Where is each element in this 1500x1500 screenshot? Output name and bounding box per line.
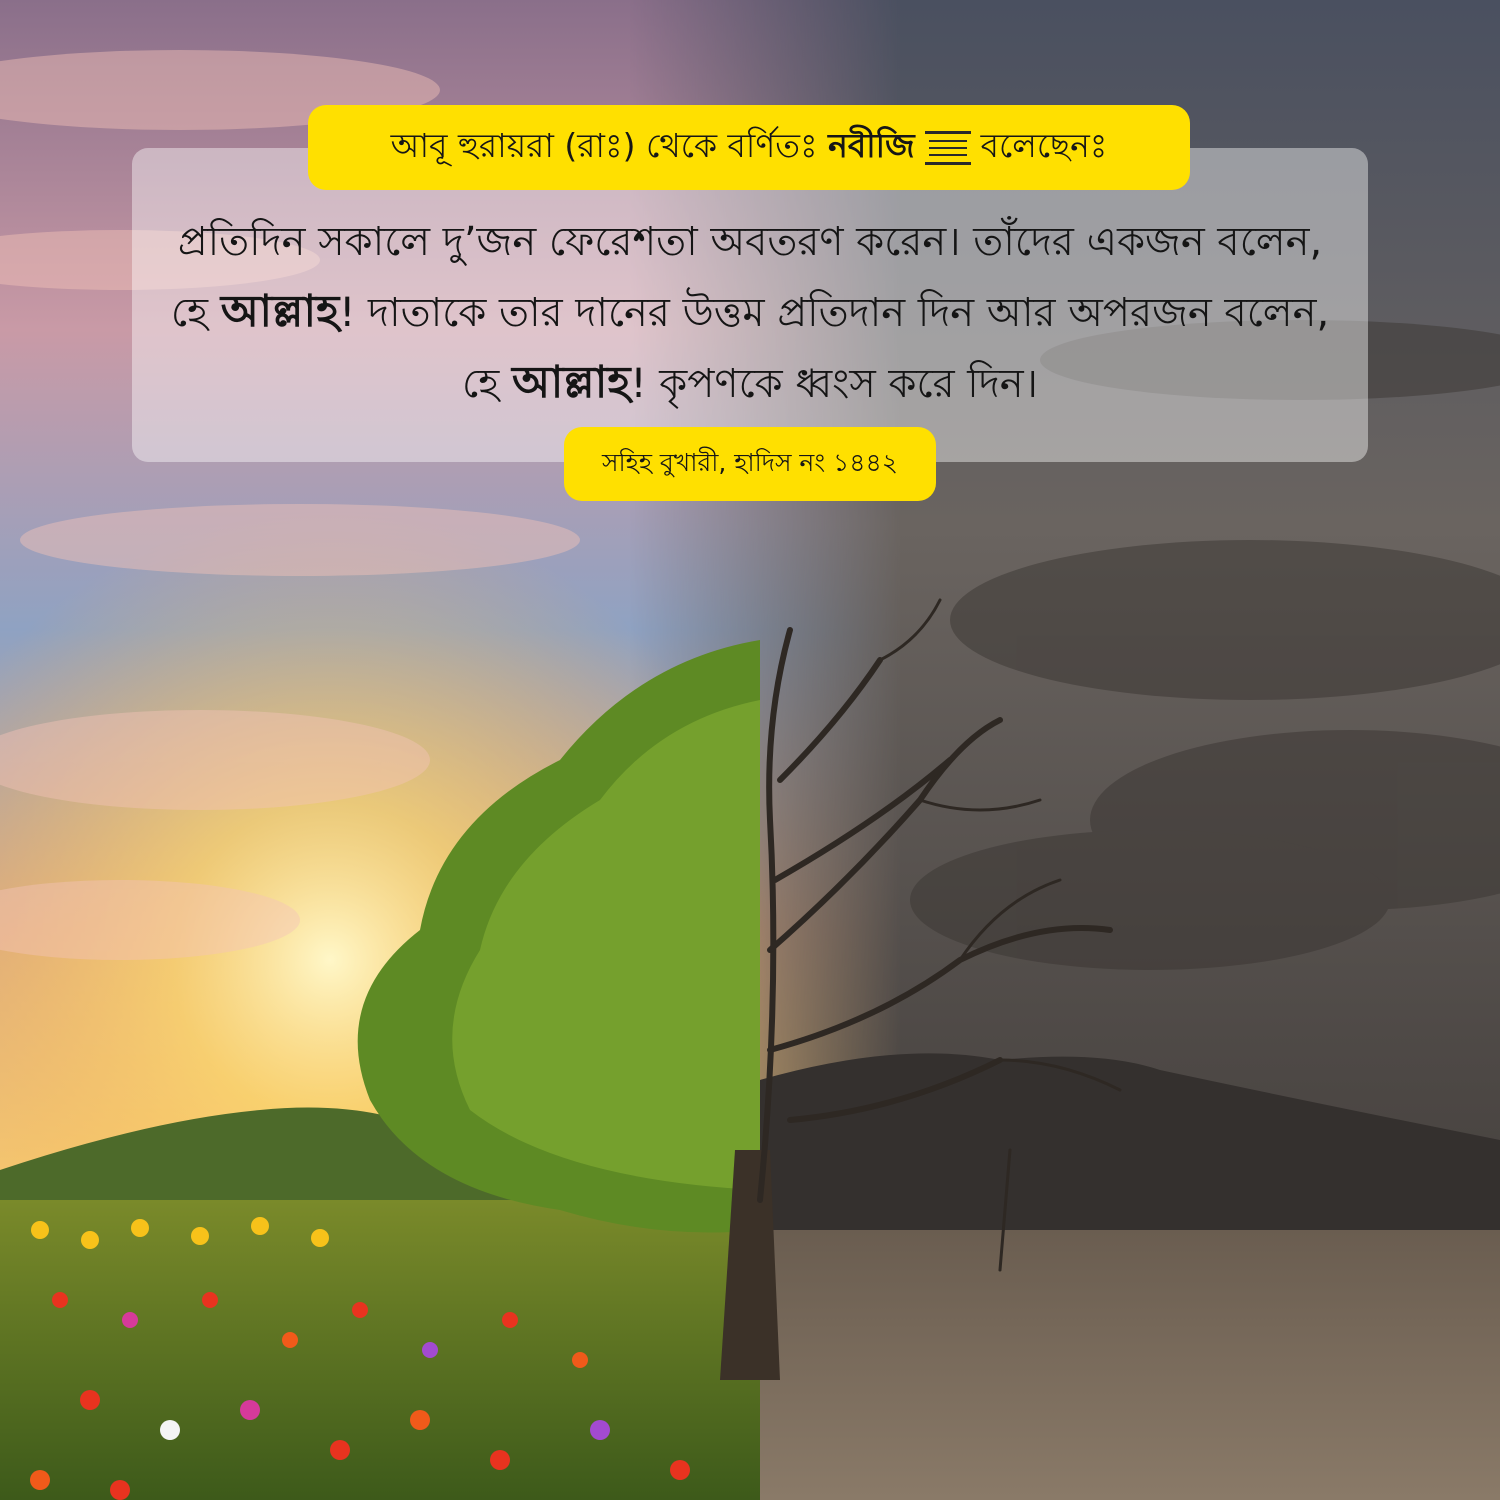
hadith-line-3-pre: হে: [462, 361, 500, 407]
prophet-name: নবীজি: [828, 125, 915, 165]
hadith-line-3-post: ! কৃপণকে ধ্বংস করে দিন।: [630, 361, 1038, 407]
narrator-prefix: আবূ হুরায়রা (রাঃ) থেকে বর্ণিতঃ: [390, 125, 818, 165]
hadith-line-1: প্রতিদিন সকালে দু’জন ফেরেশতা অবতরণ করেন। তাঁদের একজন বলেন,: [177, 219, 1323, 265]
source-reference: [564, 427, 936, 501]
narrator-suffix: বলেছেনঃ: [980, 125, 1108, 165]
hadith-line-2-pre: হে: [170, 290, 209, 336]
hadith-text: [150, 208, 1350, 419]
hadith-line-3: [150, 348, 1350, 419]
hadith-line-2-post: ! দাতাকে তার দানের উত্তম প্রতিদান দিন আর অপরজন বলেন,: [339, 290, 1330, 336]
allah-name: আল্লাহ: [512, 357, 631, 408]
allah-name: আল্লাহ: [220, 286, 340, 337]
source-label: সহিহ বুখারী, হাদিস নং ১৪৪২: [602, 447, 898, 477]
narrator-banner: [308, 105, 1190, 190]
salutation-seal-icon: [925, 131, 971, 165]
hadith-line-2: [150, 277, 1350, 348]
